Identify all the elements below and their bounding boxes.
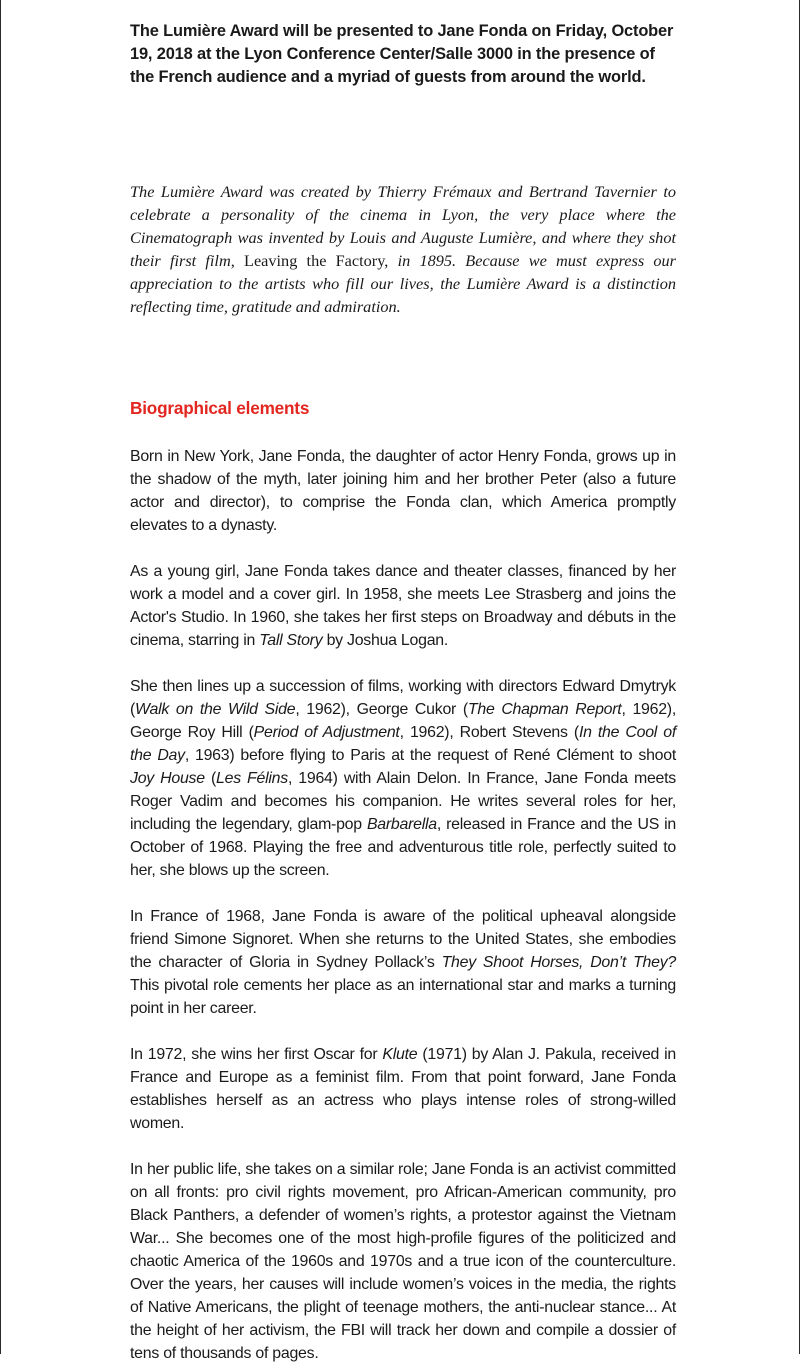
article-body bbox=[130, 20, 676, 1365]
bio-text: , 1963) before flying to Paris at the request of René Clément to shoot bbox=[184, 747, 676, 764]
film-title: Walk on the Wild Side bbox=[135, 701, 296, 718]
bio-paragraph-2 bbox=[130, 560, 676, 652]
bio-paragraph-4 bbox=[130, 905, 676, 1020]
bio-text: , 1962), Robert Stevens ( bbox=[399, 724, 579, 741]
bio-text: ( bbox=[204, 770, 217, 787]
film-title: Tall Story bbox=[259, 632, 323, 649]
bio-text: In 1972, she wins her first Oscar for bbox=[130, 1046, 383, 1063]
award-description-quote bbox=[130, 180, 676, 318]
film-title: They Shoot Horses, Don’t They? bbox=[441, 954, 676, 971]
bio-text: In France of 1968, Jane Fonda is aware of the political upheaval alongside friend Simone Signoret. When she returns to the United States, she embodies the character of Gloria in Sydney Pollack’s bbox=[130, 908, 676, 971]
bio-text: , 1962), George Roy Hill ( bbox=[130, 701, 676, 741]
film-title: Barbarella bbox=[366, 816, 437, 833]
film-title: Klute bbox=[382, 1046, 418, 1063]
bio-text: As a young girl, Jane Fonda takes dance and theater classes, financed by her work a model and a cover girl. In 1958, she meets Lee Strasberg and joins the Actor's Studio. In 1960, she takes her first steps on Broadway and débuts in the cinema, starring in bbox=[130, 563, 676, 649]
bio-text: by Joshua Logan. bbox=[322, 632, 449, 649]
film-title: Period of Adjustment bbox=[253, 724, 400, 741]
film-title: In the Cool of the Day bbox=[130, 724, 676, 764]
section-title-biography: Biographical elements bbox=[130, 398, 310, 418]
bio-paragraph-3 bbox=[130, 675, 676, 882]
bio-text: , 1964) with Alain Delon. In France, Jane Fonda meets Roger Vadim and becomes his companion. He writes several roles for her, including the legendary, glam-pop bbox=[130, 770, 676, 833]
quote-text-part1: The Lumière Award was created by Thierry Frémaux and Bertrand Tavernier to celebrate a personality of the cinema in Lyon, the very place where the Cinematograph was invented by Louis and Auguste Lumière, and where they shot their first film, bbox=[130, 182, 676, 270]
award-announcement: The Lumière Award will be presented to Jane Fonda on Friday, October 19, 2018 at the Lyon Conference Center/Salle 3000 in the presence of the French audience and a myriad of guests from around the world. bbox=[130, 22, 674, 86]
film-title: Les Félins bbox=[216, 770, 288, 787]
bio-text: She then lines up a succession of films, working with directors Edward Dmytryk ( bbox=[130, 678, 676, 718]
film-title: The Chapman Report bbox=[467, 701, 622, 718]
quote-film-title: Leaving the Factory, bbox=[244, 251, 389, 270]
bio-paragraph-6: In her public life, she takes on a similar role; Jane Fonda is an activist committed on all fronts: pro civil rights movement, pro African-American community, pro Black Panthers, a defender of women’s rights, a protestor against the Vietnam War... She becomes one of the most high-profile figures of the politicized and chaotic America of the 1960s and 1970s and a true icon of the counterculture. Over the years, her causes will include women’s voices in the media, the rights of Native Americans, the plight of teenage mothers, the anti-nuclear stance... At the height of her activism, the FBI will track her down and compile a dossier of tens of thousands of pages. bbox=[130, 1161, 676, 1362]
bio-paragraph-5 bbox=[130, 1043, 676, 1135]
film-title: Joy House bbox=[130, 770, 205, 787]
bio-paragraph-1: Born in New York, Jane Fonda, the daughter of actor Henry Fonda, grows up in the shadow of the myth, later joining him and her brother Peter (also a future actor and director), to comprise the Fonda clan, which America promptly elevates to a dynasty. bbox=[130, 448, 676, 534]
bio-text: , 1962), George Cukor ( bbox=[295, 701, 468, 718]
bio-text: (1971) by Alan J. Pakula, received in France and Europe as a feminist film. From that point forward, Jane Fonda establishes herself as an actress who plays intense roles of strong-willed women. bbox=[130, 1046, 676, 1132]
bio-text: This pivotal role cements her place as an international star and marks a turning point in her career. bbox=[130, 977, 676, 1017]
bio-text: , released in France and the US in October of 1968. Playing the free and adventurous title role, perfectly suited to her, she blows up the screen. bbox=[130, 816, 676, 879]
quote-text-part2: in 1895. Because we must express our appreciation to the artists who fill our lives, the Lumière Award is a distinction reflecting time, gratitude and admiration. bbox=[130, 251, 676, 316]
